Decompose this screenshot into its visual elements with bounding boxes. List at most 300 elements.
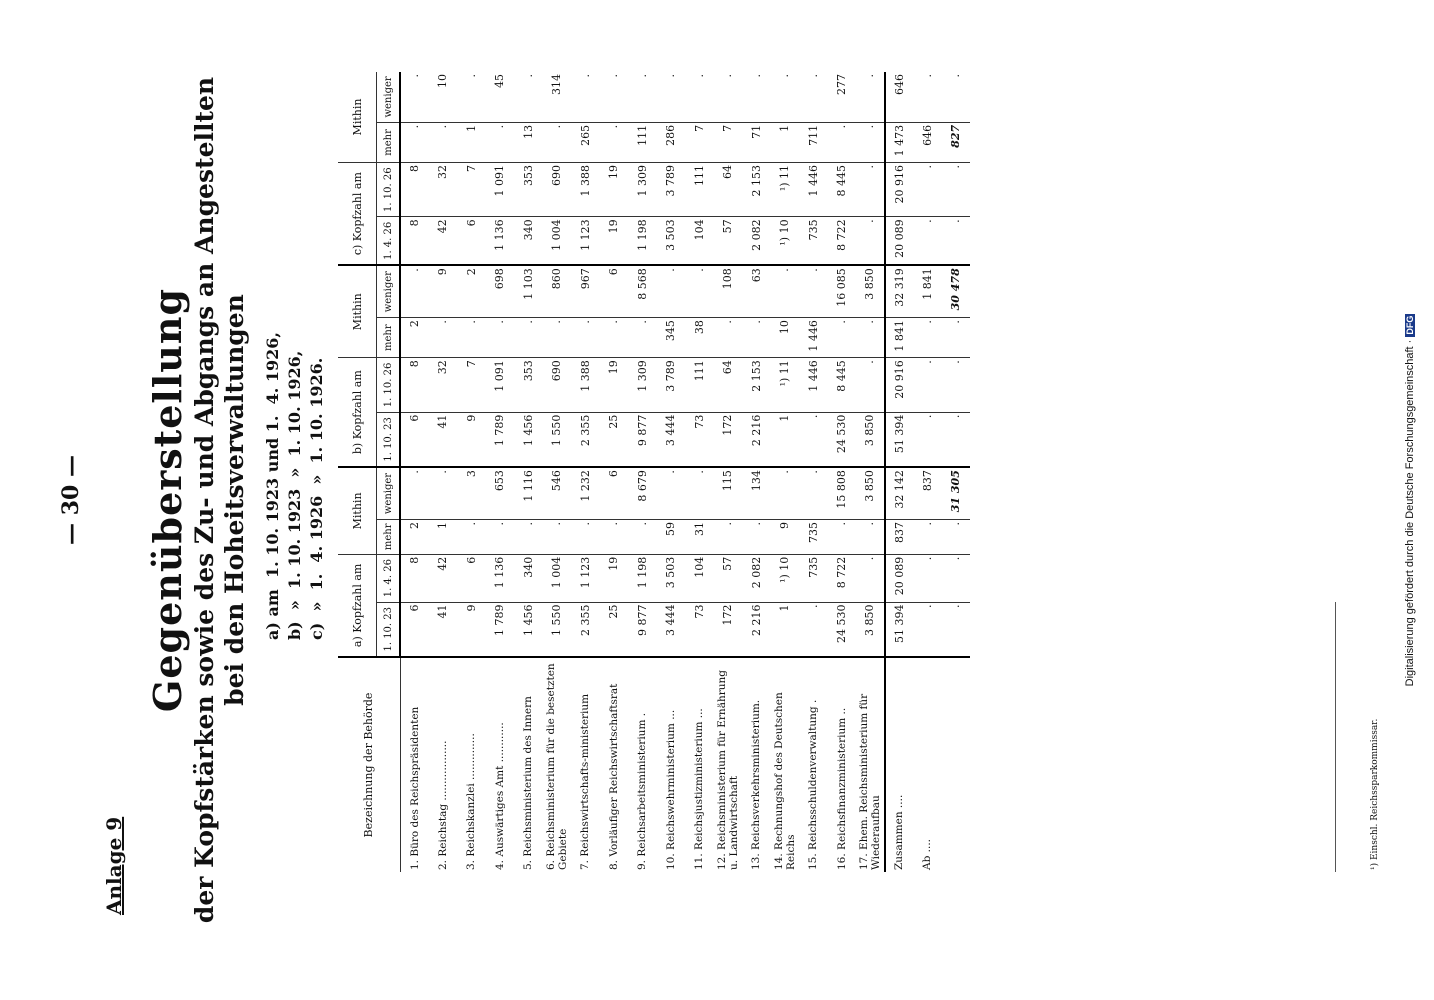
table-cell: 8 <box>400 554 429 602</box>
table-cell: . <box>429 122 458 162</box>
table-cell: 104 <box>685 217 714 265</box>
row-label: 5. Reichsministerium des Innern <box>522 696 535 870</box>
table-cell: . <box>913 412 942 467</box>
table-cell: . <box>942 72 971 122</box>
table-cell: 10 <box>429 72 458 122</box>
table-cell: 1 309 <box>628 358 657 412</box>
table-cell: 1 550 <box>543 602 572 657</box>
table-cell: 1 123 <box>571 554 600 602</box>
table-cell: . <box>913 162 942 216</box>
table-row <box>457 72 486 872</box>
table-cell: 1 388 <box>571 162 600 216</box>
table-cell: . <box>514 519 543 554</box>
table-cell: ¹) 11 <box>771 358 800 412</box>
table-cell: . <box>913 519 942 554</box>
header-c-weniger: weniger <box>377 72 401 122</box>
table-cell: 1 388 <box>571 358 600 412</box>
table-row <box>486 72 515 872</box>
table-cell: . <box>828 318 857 358</box>
table-cell: . <box>771 72 800 122</box>
table-cell: 25 <box>600 412 629 467</box>
table-cell: . <box>942 318 971 358</box>
table-cell: . <box>742 72 771 122</box>
table-row <box>571 72 600 872</box>
table-row <box>913 72 942 872</box>
table-row <box>685 72 714 872</box>
header-b-date1: 1. 10. 23 <box>377 412 401 467</box>
table-cell: 3 503 <box>657 554 686 602</box>
row-label: 14. Rechnungshof des Deutschen Reichs <box>772 692 797 870</box>
table-cell: 1 789 <box>486 602 515 657</box>
table-cell: 711 <box>799 122 828 162</box>
table-cell: . <box>400 467 429 519</box>
table-cell: . <box>486 519 515 554</box>
table-cell: 51 394 <box>885 412 914 467</box>
table-cell: . <box>514 318 543 358</box>
table-cell: 1 198 <box>628 554 657 602</box>
table-cell: . <box>571 318 600 358</box>
table-cell: 20 089 <box>885 217 914 265</box>
table-cell: 111 <box>685 162 714 216</box>
header-mithin-b: Mithin <box>338 265 377 357</box>
table-row <box>429 72 458 872</box>
table-cell: 31 <box>685 519 714 554</box>
row-label: 4. Auswärtiges Amt ............ <box>493 722 506 870</box>
row-label: 6. Reichsministerium für die besetzten Gebiete <box>544 663 569 870</box>
header-b-weniger: weniger <box>377 265 401 317</box>
table-cell: 10 <box>771 318 800 358</box>
table-cell: 13 <box>514 122 543 162</box>
table-cell: . <box>828 519 857 554</box>
header-a: a) Kopfzahl am <box>338 554 377 657</box>
table-cell: 837 <box>913 467 942 519</box>
table-cell: 827 <box>942 122 971 162</box>
table-cell: . <box>856 519 885 554</box>
table-cell: . <box>856 318 885 358</box>
footnote-divider <box>1335 602 1336 872</box>
table-cell: . <box>628 519 657 554</box>
header-b-mehr: mehr <box>377 318 401 358</box>
table-cell: 1 091 <box>486 162 515 216</box>
table-cell: 735 <box>799 519 828 554</box>
table-cell: 42 <box>429 217 458 265</box>
table-cell: 32 <box>429 162 458 216</box>
table-cell: . <box>913 358 942 412</box>
comparison-table <box>338 72 970 872</box>
table-cell: 345 <box>657 318 686 358</box>
table-cell: . <box>628 72 657 122</box>
table-cell: . <box>400 72 429 122</box>
row-label: 1. Büro des Reichspräsidenten <box>408 706 421 870</box>
table-cell: . <box>799 602 828 657</box>
table-row <box>885 72 914 872</box>
header-a-weniger: weniger <box>377 467 401 519</box>
table-cell: 2 355 <box>571 602 600 657</box>
table-cell: 104 <box>685 554 714 602</box>
table-cell: 32 142 <box>885 467 914 519</box>
table-row <box>600 72 629 872</box>
table-cell: 1 136 <box>486 217 515 265</box>
table-cell: 735 <box>799 554 828 602</box>
table-cell: 1 841 <box>913 265 942 317</box>
table-cell: . <box>600 72 629 122</box>
table-cell: 277 <box>828 72 857 122</box>
table-cell: 2 153 <box>742 358 771 412</box>
date-line-b: b) » 1. 10. 1923 » 1. 10. 1926, <box>285 350 304 640</box>
table-cell: 19 <box>600 162 629 216</box>
table-cell: 1 456 <box>514 602 543 657</box>
table-cell: 690 <box>543 358 572 412</box>
table-cell: . <box>657 467 686 519</box>
table-cell: . <box>799 412 828 467</box>
table-cell: 19 <box>600 217 629 265</box>
table-cell: 41 <box>429 412 458 467</box>
table-cell: 1 091 <box>486 358 515 412</box>
table-cell: 64 <box>714 162 743 216</box>
table-cell: 2 <box>400 519 429 554</box>
header-mithin-c: Mithin <box>338 72 377 162</box>
table-cell: 7 <box>457 358 486 412</box>
table-cell: 7 <box>685 122 714 162</box>
table-cell: 73 <box>685 602 714 657</box>
table-cell: 265 <box>571 122 600 162</box>
table-cell: 9 <box>457 412 486 467</box>
table-cell: . <box>600 318 629 358</box>
table-cell: 3 850 <box>856 412 885 467</box>
table-cell: 59 <box>657 519 686 554</box>
table-cell: 1 004 <box>543 217 572 265</box>
row-label <box>942 657 971 872</box>
table-cell: 1 456 <box>514 412 543 467</box>
table-cell: 7 <box>457 162 486 216</box>
table-cell: . <box>742 519 771 554</box>
table-cell: . <box>543 122 572 162</box>
row-label: 16. Reichsfinanzministerium .. <box>835 707 848 870</box>
page-number: — 30 — <box>58 455 84 545</box>
row-label: 3. Reichskanzlei .............. <box>465 733 478 870</box>
header-a-date2: 1. 4. 26 <box>377 554 401 602</box>
table-row <box>628 72 657 872</box>
table-cell: . <box>514 72 543 122</box>
table-cell: . <box>400 122 429 162</box>
table-cell: . <box>457 519 486 554</box>
table-cell: . <box>429 318 458 358</box>
table-cell: 24 530 <box>828 602 857 657</box>
table-cell: 25 <box>600 602 629 657</box>
table-cell: . <box>600 519 629 554</box>
table-cell: 73 <box>685 412 714 467</box>
table-cell: . <box>856 554 885 602</box>
table-cell: 64 <box>714 358 743 412</box>
table-cell: 30 478 <box>942 265 971 317</box>
table-cell: 1 <box>771 602 800 657</box>
table-cell: 3 503 <box>657 217 686 265</box>
row-label: 7. Reichswirtschafts-ministerium <box>579 693 592 870</box>
table-cell: . <box>714 318 743 358</box>
table-cell: 111 <box>628 122 657 162</box>
table-cell: . <box>657 72 686 122</box>
credit-line: Digitalisierung gefördert durch die Deutsche Forschungsgemeinschaft · <box>1404 339 1416 687</box>
table-cell: 32 319 <box>885 265 914 317</box>
table-cell: . <box>856 122 885 162</box>
table-cell: . <box>657 265 686 317</box>
table-cell: 8 679 <box>628 467 657 519</box>
table-cell: . <box>856 217 885 265</box>
table-cell: 546 <box>543 467 572 519</box>
table-cell: 9 877 <box>628 412 657 467</box>
table-cell: 51 394 <box>885 602 914 657</box>
date-line-a: a) am 1. 10. 1923 und 1. 4. 1926, <box>263 332 282 640</box>
table-cell: . <box>400 265 429 317</box>
table-cell: . <box>543 318 572 358</box>
table-cell: . <box>913 217 942 265</box>
table-cell: . <box>942 602 971 657</box>
table-cell: 340 <box>514 217 543 265</box>
table-cell: 2 216 <box>742 602 771 657</box>
table-cell: 837 <box>885 519 914 554</box>
table-cell: 7 <box>714 122 743 162</box>
table-cell: 6 <box>600 467 629 519</box>
table-cell: . <box>799 467 828 519</box>
table-cell: . <box>942 358 971 412</box>
header-c: c) Kopfzahl am <box>338 162 377 265</box>
table-cell: 1 <box>429 519 458 554</box>
table-cell: 134 <box>742 467 771 519</box>
table-cell: . <box>942 519 971 554</box>
table-cell: 2 082 <box>742 217 771 265</box>
table-cell: 9 <box>457 602 486 657</box>
table-cell: 3 444 <box>657 602 686 657</box>
subtitle-line-2: bei den Hoheitsverwaltungen <box>220 294 249 706</box>
header-c-date2: 1. 10. 26 <box>377 162 401 216</box>
table-cell: . <box>856 358 885 412</box>
table-cell: 1 198 <box>628 217 657 265</box>
table-cell: 3 <box>457 467 486 519</box>
table-cell: 31 305 <box>942 467 971 519</box>
table-cell: 20 916 <box>885 162 914 216</box>
table-cell: 6 <box>457 217 486 265</box>
table-cell: . <box>913 318 942 358</box>
table-cell: . <box>543 519 572 554</box>
row-label: 17. Ehem. Reichsministerium für Wiederaufbau <box>857 693 882 870</box>
table-cell: 1 <box>771 412 800 467</box>
table-cell: 8 <box>400 358 429 412</box>
table-row <box>714 72 743 872</box>
table-cell: . <box>628 318 657 358</box>
table-cell: 8 568 <box>628 265 657 317</box>
date-list <box>262 332 328 640</box>
table-cell: 38 <box>685 318 714 358</box>
table-cell: 8 <box>400 162 429 216</box>
table-cell: . <box>856 72 885 122</box>
table-cell: 698 <box>486 265 515 317</box>
table-cell: 8 <box>400 217 429 265</box>
table-cell: . <box>457 318 486 358</box>
table-row <box>856 72 885 872</box>
table-cell: 19 <box>600 554 629 602</box>
table-cell: 340 <box>514 554 543 602</box>
side-credit <box>1404 0 1434 1000</box>
table-cell: 1 789 <box>486 412 515 467</box>
table-cell: . <box>714 519 743 554</box>
header-b-date2: 1. 10. 26 <box>377 358 401 412</box>
header-mithin-a: Mithin <box>338 467 377 554</box>
header-c-date1: 1. 4. 26 <box>377 217 401 265</box>
table-cell: . <box>913 602 942 657</box>
table-row <box>742 72 771 872</box>
table-cell: 2 153 <box>742 162 771 216</box>
table-cell: 108 <box>714 265 743 317</box>
table-cell: 3 850 <box>856 265 885 317</box>
table-cell: 3 789 <box>657 358 686 412</box>
row-label: 12. Reichsministerium für Ernährung u. Landwirtschaft <box>715 670 740 870</box>
header-c-mehr: mehr <box>377 122 401 162</box>
side-credit-text <box>1404 0 1434 1000</box>
table-cell: 735 <box>799 217 828 265</box>
table-cell: 9 <box>771 519 800 554</box>
table-cell: 2 <box>457 265 486 317</box>
table-cell: . <box>685 265 714 317</box>
table-cell: . <box>685 467 714 519</box>
footnote: ¹) Einschl. Reichssparkommissar. <box>1370 718 1380 870</box>
table-cell: 32 <box>429 358 458 412</box>
table-cell: 860 <box>543 265 572 317</box>
table-cell: 646 <box>885 72 914 122</box>
table-cell: ¹) 10 <box>771 554 800 602</box>
table-cell: 353 <box>514 358 543 412</box>
table-cell: 19 <box>600 358 629 412</box>
table-cell: 2 082 <box>742 554 771 602</box>
row-label: 2. Reichstag .................. <box>436 740 449 870</box>
table-cell: 172 <box>714 602 743 657</box>
table-cell: 1 309 <box>628 162 657 216</box>
row-label: 8. Vorläufiger Reichswirtschaftsrat <box>607 683 620 870</box>
table-cell: 1 136 <box>486 554 515 602</box>
table-cell: 314 <box>543 72 572 122</box>
table-cell: . <box>828 122 857 162</box>
table-cell: 20 916 <box>885 358 914 412</box>
table-cell: . <box>942 412 971 467</box>
table-cell: 20 089 <box>885 554 914 602</box>
table-cell: . <box>942 217 971 265</box>
table-body <box>400 72 970 872</box>
table-cell: 8 722 <box>828 217 857 265</box>
table-cell: 57 <box>714 217 743 265</box>
table-cell: . <box>486 122 515 162</box>
table-cell: ¹) 10 <box>771 217 800 265</box>
row-label: Ab .... <box>921 839 934 870</box>
table-cell: 286 <box>657 122 686 162</box>
table-cell: 3 789 <box>657 162 686 216</box>
table-cell: 1 473 <box>885 122 914 162</box>
table-cell: 1 <box>457 122 486 162</box>
table-row <box>657 72 686 872</box>
row-label: 10. Reichswehrministerium ... <box>664 709 677 870</box>
table-cell: . <box>600 122 629 162</box>
table-cell: 646 <box>913 122 942 162</box>
table-cell: 57 <box>714 554 743 602</box>
table-cell: 24 530 <box>828 412 857 467</box>
table-cell: 1 446 <box>799 318 828 358</box>
table-cell: 1 004 <box>543 554 572 602</box>
table-cell: . <box>771 467 800 519</box>
table-cell: 1 446 <box>799 162 828 216</box>
subtitle-line-1: der Kopfstärken sowie des Zu- und Abgangs an Angestellten <box>190 76 219 924</box>
table-cell: 115 <box>714 467 743 519</box>
row-label: Zusammen .... <box>885 657 914 872</box>
table-cell: 9 877 <box>628 602 657 657</box>
row-label: 11. Reichsjustizministerium ... <box>693 708 706 870</box>
table-cell: 1 446 <box>799 358 828 412</box>
page-title: Gegenüberstellung <box>145 287 190 713</box>
table-cell: . <box>799 72 828 122</box>
table-cell: . <box>486 318 515 358</box>
table-cell: . <box>942 554 971 602</box>
row-label: 13. Reichsverkehrsministerium. <box>750 699 763 870</box>
table-cell: 71 <box>742 122 771 162</box>
table-cell: . <box>429 467 458 519</box>
table-row <box>942 72 971 872</box>
table-cell: 1 550 <box>543 412 572 467</box>
table-cell: 1 116 <box>514 467 543 519</box>
table-cell: 6 <box>400 602 429 657</box>
table-cell: 6 <box>600 265 629 317</box>
table-cell: . <box>771 265 800 317</box>
table-cell: 16 085 <box>828 265 857 317</box>
row-label: 15. Reichsschuldenverwaltung . <box>807 699 820 870</box>
table-cell: 353 <box>514 162 543 216</box>
table-cell: 8 722 <box>828 554 857 602</box>
table-cell: 3 850 <box>856 602 885 657</box>
header-a-mehr: mehr <box>377 519 401 554</box>
table-cell: . <box>913 554 942 602</box>
table-cell: 45 <box>486 72 515 122</box>
table-cell: 42 <box>429 554 458 602</box>
table-cell: 6 <box>400 412 429 467</box>
table-row <box>514 72 543 872</box>
table-cell: 967 <box>571 265 600 317</box>
table-cell: 3 444 <box>657 412 686 467</box>
header-b: b) Kopfzahl am <box>338 358 377 467</box>
table-row <box>771 72 800 872</box>
table-cell: . <box>913 72 942 122</box>
table-cell: 41 <box>429 602 458 657</box>
table-cell: 1 <box>771 122 800 162</box>
row-label: 9. Reichsarbeitsministerium . <box>636 712 649 870</box>
table-cell: . <box>742 318 771 358</box>
table-cell: . <box>714 72 743 122</box>
table-cell: 8 445 <box>828 162 857 216</box>
table-cell: . <box>799 265 828 317</box>
table-cell: 9 <box>429 265 458 317</box>
table-cell: 8 445 <box>828 358 857 412</box>
table-cell: . <box>942 162 971 216</box>
table-cell: 653 <box>486 467 515 519</box>
table-cell: 3 850 <box>856 467 885 519</box>
annex-label: Anlage 9 <box>102 816 126 915</box>
table-row <box>828 72 857 872</box>
table-cell: . <box>685 72 714 122</box>
header-a-date1: 1. 10. 23 <box>377 602 401 657</box>
table-cell: 6 <box>457 554 486 602</box>
table-cell: . <box>571 519 600 554</box>
table-cell: 172 <box>714 412 743 467</box>
table-row <box>400 72 429 872</box>
table-cell: 111 <box>685 358 714 412</box>
header-behoerde: Bezeichnung der Behörde <box>338 657 400 872</box>
table-cell: 15 808 <box>828 467 857 519</box>
table-cell: 1 103 <box>514 265 543 317</box>
